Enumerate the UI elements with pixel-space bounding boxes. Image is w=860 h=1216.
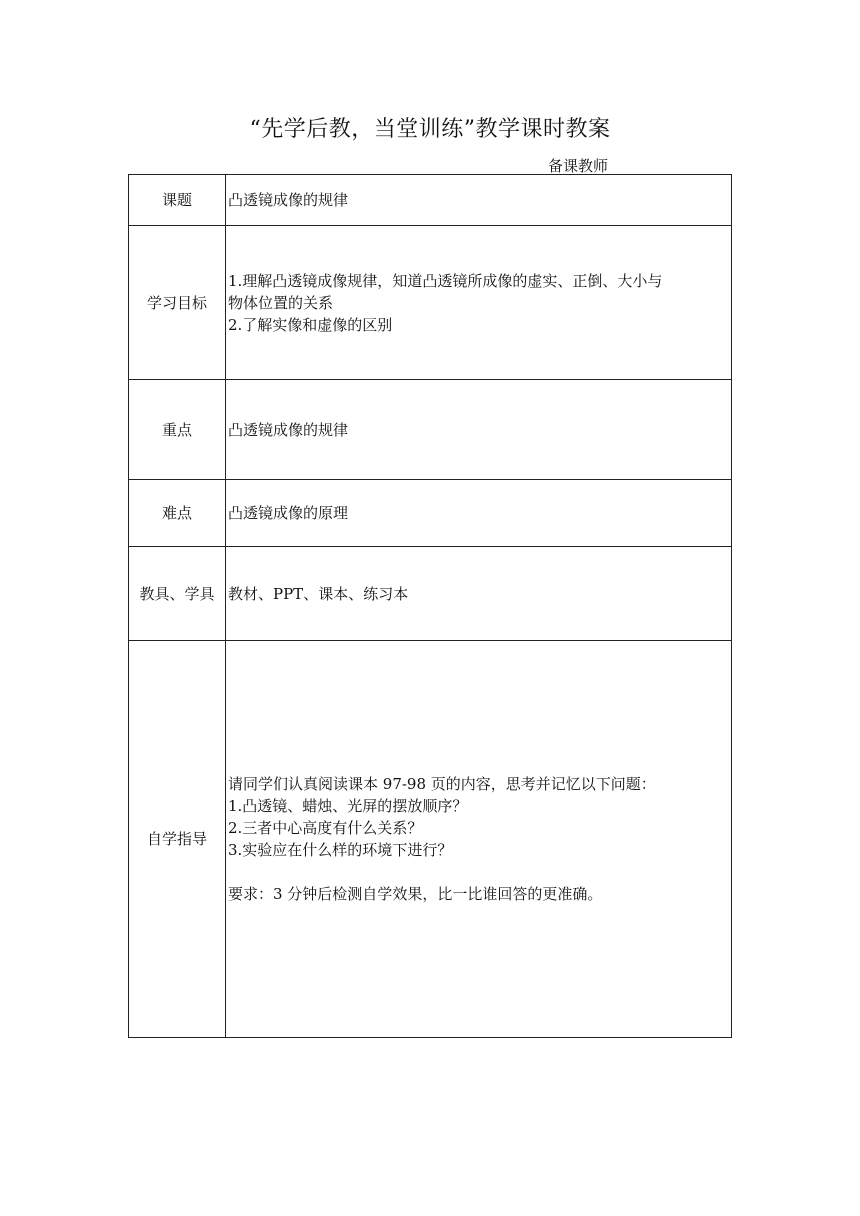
table-row-difficulty xyxy=(129,480,732,547)
tools-value: 教材、PPT、课本、练习本 xyxy=(226,547,732,641)
lesson-plan-table xyxy=(128,174,732,1038)
table-row-key-point xyxy=(129,380,732,480)
difficulty-value: 凸透镜成像的原理 xyxy=(226,480,732,547)
self-study-requirement: 要求：3 分钟后检测自学效果，比一比谁回答的更准确。 xyxy=(228,885,603,903)
table-row-topic xyxy=(129,175,732,226)
table-row-tools xyxy=(129,547,732,641)
table-row-goals xyxy=(129,226,732,380)
goal-line: 1.理解凸透镜成像规律，知道凸透镜所成像的虚实、正倒、大小与 xyxy=(228,271,663,290)
tools-label: 教具、学具 xyxy=(129,547,226,641)
self-study-question: 2.三者中心高度有什么关系？ xyxy=(228,819,423,837)
self-study-intro: 请同学们认真阅读课本 97-98 页的内容，思考并记忆以下问题： xyxy=(228,775,656,793)
key-point-label: 重点 xyxy=(129,380,226,480)
self-study-question: 3.实验应在什么样的环境下进行？ xyxy=(228,841,453,859)
goal-line: 物体位置的关系 xyxy=(228,293,334,312)
goals-label: 学习目标 xyxy=(129,226,226,380)
goals-value xyxy=(226,226,732,380)
self-study-value xyxy=(226,641,732,1038)
topic-value: 凸透镜成像的规律 xyxy=(226,175,732,226)
topic-label: 课题 xyxy=(129,175,226,226)
teacher-label: 备课教师 xyxy=(548,157,609,175)
page-title: “先学后教，当堂训练”教学课时教案 xyxy=(249,117,611,142)
key-point-value: 凸透镜成像的规律 xyxy=(226,380,732,480)
spacer xyxy=(228,861,729,883)
self-study-question: 1.凸透镜、蜡烛、光屏的摆放顺序？ xyxy=(228,797,468,815)
table-row-self-study xyxy=(129,641,732,1038)
difficulty-label: 难点 xyxy=(129,480,226,547)
goal-line: 2.了解实像和虚像的区别 xyxy=(228,315,393,334)
self-study-label: 自学指导 xyxy=(129,641,226,1038)
